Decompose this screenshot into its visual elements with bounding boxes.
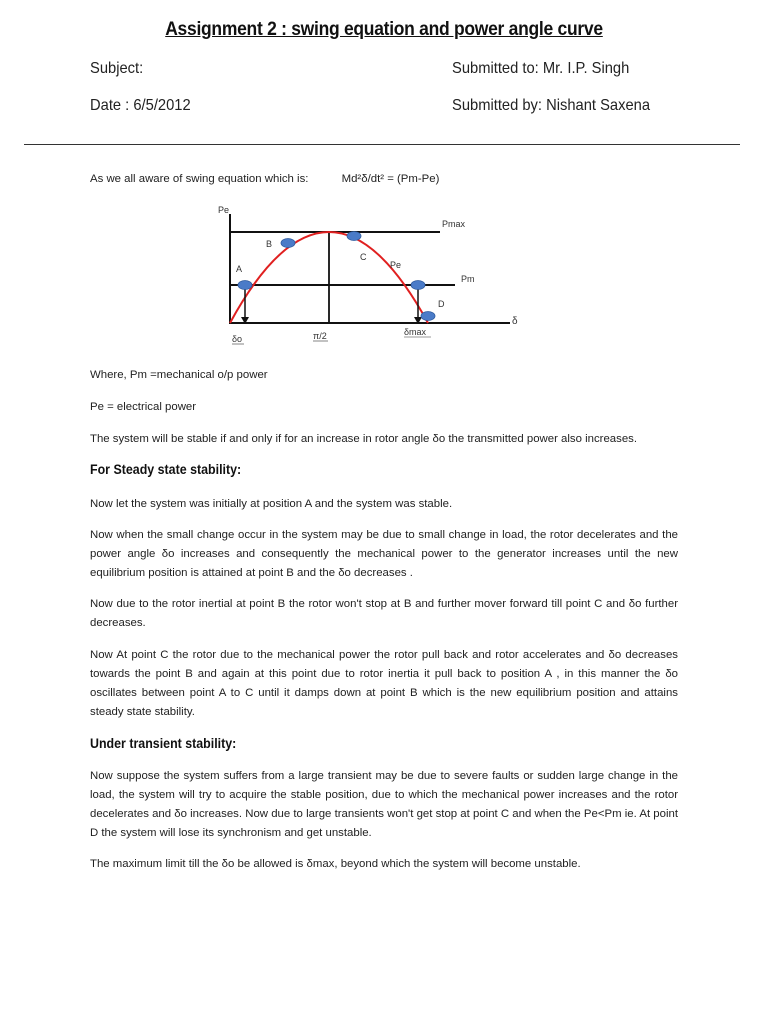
steady-p4: Now At point C the rotor due to the mechanical power the rotor pull back and rotor accelerates and δo decreases towards the point B and again at this point due to rotor inertia it pull back to position A , in this manner the δo oscillates between point A to C until it damps down at point B which is the new equilibrium position and attains steady state stability. [90,649,678,718]
label-d: D [438,299,445,309]
steady-p1: Now let the system was initially at position A and the system was stable. [90,498,453,510]
where-pe: Pe = electrical power [90,401,197,413]
pmax-label: Pmax [442,219,466,229]
steady-p3: Now due to the rotor inertial at point B the rotor won't stop at B and further mover forward till point C and δo further decreases. [90,598,678,629]
point-d [421,312,435,321]
pe-axis-label: Pe [218,205,230,215]
transient-p1: Now suppose the system suffers from a large transient may be due to severe faults or sudden large change in the load, the system will try to acquire the stable position, due to which the mechanical power increases and the rotor decelerates and δo increases. Now due to large transients won't get stop at point C and when the Pe<Pm ie. At point D the system will lose its synchronism and get unstable. [90,770,678,839]
steady-heading: For Steady state stability: [90,462,242,477]
submitted-by: Submitted by: Nishant Saxena [452,97,651,114]
intro-text: As we all aware of swing equation which is: [90,173,309,185]
date-label: Date : 6/5/2012 [90,97,191,114]
label-a: A [236,264,243,274]
where-pm: Where, Pm =mechanical o/p power [90,369,268,381]
steady-p2: Now when the small change occur in the system may be due to small change in load, the rotor decelerates and the power angle δo increases and consequently the mechanical power to the generator increases until the new equilibrium position is attained at point B and the δo decreases . [90,529,678,579]
subject-label: Subject: [90,60,144,77]
point-at-pm [411,281,425,290]
label-b: B [266,239,273,249]
pi-2-label: π/2 [313,331,327,341]
swing-equation: Md²δ/dt² = (Pm-Pe) [341,173,440,185]
pm-label: Pm [461,274,475,284]
delta-o-label: δo [232,334,243,344]
submitted-to: Submitted to: Mr. I.P. Singh [452,60,630,77]
pe-curve-label: Pe [390,260,402,270]
label-c: C [360,252,367,262]
stability-statement: The system will be stable if and only if for an increase in rotor angle δo the transmitted power also increases. [90,433,638,445]
delta-max-label: δmax [404,327,427,337]
transient-p2: The maximum limit till the δo be allowed is δmax, beyond which the system will become unstable. [90,858,581,870]
point-c [347,232,361,241]
page-title: Assignment 2 : swing equation and power angle curve [165,19,603,40]
point-a [238,281,252,290]
delta-axis-label: δ [512,316,518,327]
transient-heading: Under transient stability: [90,736,237,751]
point-b [281,239,295,248]
